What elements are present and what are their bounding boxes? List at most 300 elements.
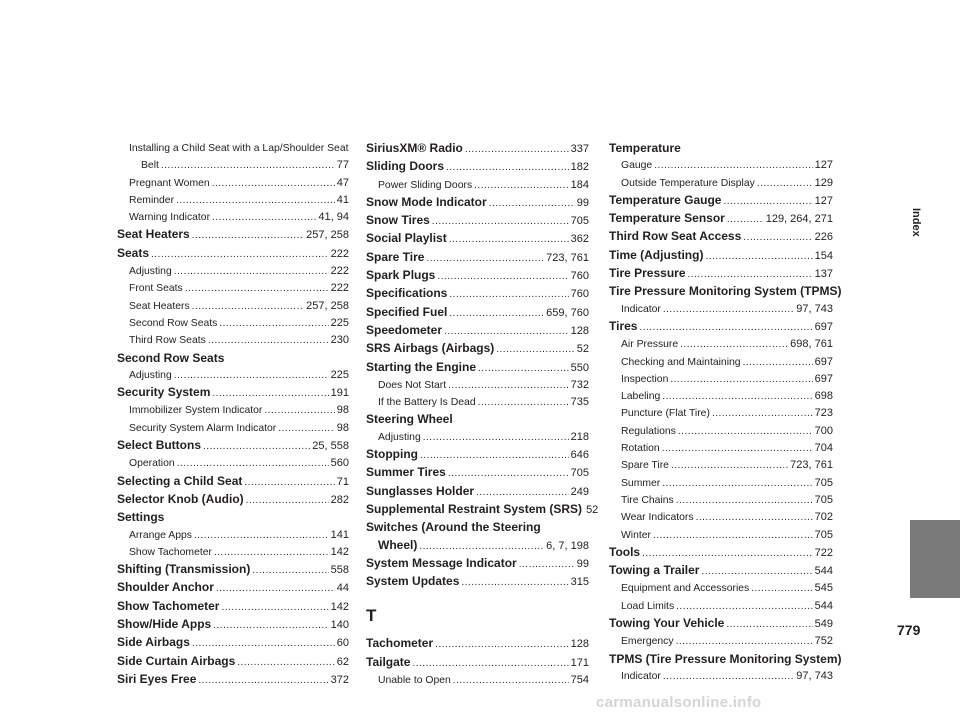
index-page-ref: 700 — [814, 424, 833, 437]
index-page-ref: 226 — [814, 231, 833, 244]
dot-leader — [426, 250, 544, 267]
index-entry — [366, 411, 589, 428]
index-entry-row — [366, 140, 589, 158]
index-entry-label: Reminder — [129, 194, 175, 206]
index-entry-row — [117, 226, 349, 244]
index-entry-row — [366, 483, 589, 501]
index-page-ref: 222 — [330, 265, 349, 278]
index-entry-row — [609, 544, 833, 562]
index-entry-row — [366, 340, 589, 358]
index-entry — [609, 457, 833, 474]
index-page-ref: 137 — [814, 268, 833, 281]
index-tab-marker — [910, 520, 960, 598]
index-entry-label: Tire Chains — [621, 494, 674, 506]
dot-leader — [176, 192, 335, 209]
index-entry — [609, 301, 833, 318]
index-entry — [117, 209, 349, 226]
index-entry — [117, 384, 349, 402]
dot-leader — [214, 544, 329, 561]
index-entry-row — [117, 245, 349, 263]
index-entry-label: Operation — [129, 458, 175, 470]
dot-leader — [519, 556, 575, 573]
dot-leader — [489, 195, 575, 212]
index-entry — [117, 491, 349, 509]
index-entry-row — [609, 210, 833, 228]
index-entry — [366, 635, 589, 653]
index-page-ref: 705 — [814, 528, 833, 541]
index-entry-row — [609, 354, 833, 371]
index-entry-label: Does Not Start — [378, 379, 447, 391]
index-entry-label: Regulations — [621, 425, 676, 437]
index-entry-row — [117, 634, 349, 652]
index-page-ref: 697 — [814, 355, 833, 368]
index-entry-row — [366, 359, 589, 377]
index-entry-label: Installing a Child Seat with a Lap/Shoulder Seat — [129, 143, 349, 154]
index-entry-row — [366, 194, 589, 212]
index-page-ref: 222 — [330, 282, 349, 295]
index-page-ref: 704 — [814, 442, 833, 455]
index-page-ref: 249 — [570, 485, 589, 498]
index-page-ref: 282 — [330, 493, 349, 506]
index-entry-row — [366, 158, 589, 176]
index-entry — [117, 263, 349, 280]
index-entry — [117, 280, 349, 297]
dot-leader — [237, 654, 335, 671]
dot-leader — [449, 305, 544, 322]
index-entry — [117, 579, 349, 597]
dot-leader — [723, 193, 812, 210]
index-entry-label: Supplemental Restraint System (SRS) — [366, 501, 583, 516]
index-entry — [366, 267, 589, 285]
index-page-ref: 99 — [576, 196, 589, 209]
index-page-ref: 646 — [570, 449, 589, 462]
index-page-ref: 218 — [570, 430, 589, 443]
index-entry-label: Warning Indicator — [129, 212, 211, 224]
index-entry-label: Show Tachometer — [117, 598, 220, 613]
index-entry-label: Rotation — [621, 443, 660, 455]
index-entry — [609, 283, 842, 300]
dot-leader — [654, 157, 812, 174]
dot-leader — [161, 157, 335, 174]
index-entry-row — [366, 394, 589, 411]
dot-leader — [432, 213, 569, 230]
index-entry-label: Unable to Open — [378, 675, 451, 687]
index-entry — [609, 140, 833, 157]
index-entry — [366, 340, 589, 358]
index-entry-label: System Message Indicator — [366, 555, 517, 570]
index-entry — [609, 371, 833, 388]
index-entry — [117, 420, 349, 437]
index-entry-row — [117, 402, 349, 419]
index-entry — [609, 157, 833, 174]
dot-leader — [264, 402, 334, 419]
dot-leader — [212, 209, 316, 226]
index-page-ref: 230 — [330, 334, 349, 347]
index-page-ref: 723, 761 — [546, 251, 589, 264]
index-entry-row — [609, 157, 833, 174]
index-page-ref: 127 — [814, 194, 833, 207]
index-entry-row — [117, 491, 349, 509]
index-entry-label: Adjusting — [129, 369, 172, 381]
index-entry — [609, 562, 833, 580]
index-column-1 — [117, 140, 349, 689]
index-entry-row — [117, 437, 349, 455]
index-entry — [117, 561, 349, 579]
index-entry-row — [609, 388, 833, 405]
index-entry-row — [609, 265, 833, 283]
index-entry-row — [117, 653, 349, 671]
index-entry — [366, 672, 589, 689]
index-entry — [366, 230, 589, 248]
index-entry-row — [117, 209, 349, 226]
index-entry-row — [117, 473, 349, 491]
dot-leader — [680, 336, 788, 353]
index-entry-label: Air Pressure — [621, 339, 679, 351]
index-entry-row — [609, 615, 833, 633]
index-entry-row — [117, 157, 349, 174]
index-entry — [609, 580, 833, 597]
index-page-ref: 184 — [570, 178, 589, 191]
index-page-ref: 191 — [330, 387, 349, 400]
index-entry — [366, 377, 589, 394]
dot-leader — [662, 440, 813, 457]
dot-leader — [705, 248, 812, 265]
dot-leader — [453, 672, 569, 689]
dot-leader — [252, 562, 328, 579]
index-page-ref: 222 — [330, 247, 349, 260]
dot-leader — [676, 492, 813, 509]
index-entry-row — [609, 301, 833, 318]
dot-leader — [208, 332, 329, 349]
dot-leader — [642, 545, 813, 562]
index-entry-label: Temperature Sensor — [609, 211, 725, 226]
index-entry — [609, 544, 833, 562]
index-entry-row — [117, 527, 349, 544]
index-entry-row — [366, 377, 589, 394]
index-entry-label: Time (Adjusting) — [609, 247, 704, 262]
index-page-ref: 225 — [330, 316, 349, 329]
index-entry-label: Wear Indicators — [621, 512, 694, 524]
dot-leader — [449, 286, 568, 303]
index-entry-row — [366, 429, 589, 446]
index-entry-row — [117, 263, 349, 280]
index-entry — [117, 402, 349, 419]
index-entry — [609, 228, 833, 246]
index-entry-row — [117, 616, 349, 634]
index-entry-label: Sunglasses Holder — [366, 483, 475, 498]
dot-leader — [203, 438, 310, 455]
index-entry-row — [366, 635, 589, 653]
index-entry-label: Select Buttons — [117, 438, 202, 453]
dot-leader — [688, 266, 813, 283]
index-entry-label: Immobilizer System Indicator — [129, 405, 263, 417]
index-entry — [609, 210, 833, 228]
index-entry-row — [117, 280, 349, 297]
index-page-ref: 362 — [570, 233, 589, 246]
dot-leader — [476, 484, 569, 501]
index-page-ref: 698, 761 — [790, 338, 833, 351]
dot-leader — [465, 141, 569, 158]
index-page-ref: 760 — [570, 288, 589, 301]
index-entry-label: Switches (Around the Steering — [366, 520, 541, 535]
index-entry — [366, 573, 589, 591]
index-entry — [366, 446, 589, 464]
dot-leader — [676, 598, 813, 615]
index-entry-label: Tailgate — [366, 654, 411, 669]
index-entry-row — [117, 315, 349, 332]
index-entry-label: Show/Hide Apps — [117, 617, 212, 632]
index-entry-label: Labeling — [621, 391, 661, 403]
index-entry-continuation: Belt — [141, 160, 159, 172]
index-entry-row — [609, 633, 833, 650]
index-entry-continuation: Wheel) — [378, 537, 418, 552]
dot-leader — [496, 341, 575, 358]
index-entry-row — [366, 672, 589, 689]
index-entry-label: Show Tachometer — [129, 546, 212, 558]
index-page-ref: 732 — [570, 378, 589, 391]
index-entry-row — [609, 336, 833, 353]
index-page-ref: 98 — [336, 421, 349, 434]
index-heading: Settings — [117, 510, 165, 525]
index-entry — [117, 455, 349, 472]
index-entry-row — [366, 304, 589, 322]
dot-leader — [461, 574, 568, 591]
index-entry-label: Gauge — [621, 160, 653, 172]
index-page-ref: 257, 258 — [306, 229, 349, 242]
index-entry-label: Security System Alarm Indicator — [129, 422, 277, 434]
index-entry-row — [366, 267, 589, 285]
index-page-ref: 128 — [570, 638, 589, 651]
index-entry-row — [609, 598, 833, 615]
index-page-ref: 77 — [336, 159, 349, 172]
dot-leader — [423, 429, 569, 446]
index-entry-label: Seat Heaters — [117, 227, 190, 242]
index-entry-row — [609, 668, 833, 685]
index-entry-label: Selecting a Child Seat — [117, 473, 243, 488]
index-entry-label: Checking and Maintaining — [621, 356, 741, 368]
index-page-ref: 142 — [330, 600, 349, 613]
index-entry — [366, 654, 589, 672]
index-entry-label: Tools — [609, 544, 641, 559]
index-entry — [117, 350, 349, 367]
index-page-ref: 141 — [330, 528, 349, 541]
index-entry-label: Emergency — [621, 636, 674, 648]
index-entry-label: Pregnant Women — [129, 177, 210, 189]
index-entry-row — [366, 537, 589, 555]
index-entry-label: Front Seats — [129, 283, 183, 295]
index-entry-label: System Updates — [366, 574, 460, 589]
index-entry-label: Outside Temperature Display — [621, 177, 755, 189]
index-entry — [366, 285, 589, 303]
index-page-ref: 705 — [814, 493, 833, 506]
index-entry-row — [609, 492, 833, 509]
index-page-ref: 723, 761 — [790, 459, 833, 472]
index-column-3 — [609, 140, 842, 685]
index-page-ref: 659, 760 — [546, 306, 589, 319]
dot-leader — [192, 635, 335, 652]
index-entry — [366, 555, 589, 573]
index-entry-label: Siri Eyes Free — [117, 671, 197, 686]
index-entry — [366, 359, 589, 377]
index-entry-row — [366, 654, 589, 672]
index-entry-row — [366, 322, 589, 340]
index-page-ref: 129, 264, 271 — [765, 213, 833, 226]
dot-leader — [221, 599, 328, 616]
dot-leader — [653, 527, 813, 544]
index-entry — [609, 336, 833, 353]
index-entry-label: Third Row Seat Access — [609, 229, 742, 244]
dot-leader — [194, 527, 329, 544]
index-entry — [366, 249, 589, 267]
index-entry-row — [117, 175, 349, 192]
index-page-ref: 697 — [814, 320, 833, 333]
index-entry-row — [117, 367, 349, 384]
index-page-ref: 549 — [814, 618, 833, 631]
index-page-ref: 129 — [814, 176, 833, 189]
index-page-ref: 698 — [814, 390, 833, 403]
index-entry-row — [609, 228, 833, 246]
index-page-ref: 52 — [586, 503, 599, 516]
index-entry-label: Side Curtain Airbags — [117, 653, 236, 668]
index-entry — [609, 651, 842, 668]
index-entry-label: Starting the Engine — [366, 359, 477, 374]
index-entry-label: Adjusting — [129, 266, 172, 278]
index-entry-label: Seats — [117, 245, 150, 260]
index-entry — [117, 598, 349, 616]
index-entry-label: Snow Mode Indicator — [366, 194, 487, 209]
index-entry — [609, 354, 833, 371]
index-entry — [609, 265, 833, 283]
index-page-ref: 127 — [814, 159, 833, 172]
dot-leader — [219, 315, 328, 332]
index-entry — [366, 464, 589, 482]
index-page-ref: 99 — [576, 557, 589, 570]
index-entry-row — [609, 405, 833, 422]
index-entry-row — [117, 544, 349, 561]
index-entry-label: Towing Your Vehicle — [609, 616, 725, 631]
index-page-ref: 735 — [570, 396, 589, 409]
index-entry-row — [609, 175, 833, 192]
dot-leader — [448, 377, 568, 394]
dot-leader — [662, 388, 812, 405]
index-entry — [117, 175, 349, 192]
dot-leader — [446, 159, 569, 176]
index-entry-row — [609, 562, 833, 580]
index-entry — [609, 247, 833, 265]
index-page-ref: 41, 94 — [318, 211, 349, 224]
dot-leader — [449, 231, 569, 248]
index-entry-row — [117, 332, 349, 349]
dot-leader — [474, 177, 569, 194]
index-entry-row — [366, 446, 589, 464]
index-entry — [366, 429, 589, 446]
index-entry — [609, 318, 833, 336]
index-entry — [366, 304, 589, 322]
index-heading: Second Row Seats — [117, 350, 225, 365]
index-page-ref: 171 — [570, 656, 589, 669]
index-entry-label: Equipment and Accessories — [621, 583, 750, 595]
index-entry — [609, 633, 833, 650]
index-entry-label: Summer Tires — [366, 465, 446, 480]
dot-leader — [198, 672, 328, 689]
page-number: 779 — [897, 622, 921, 638]
dot-leader — [174, 263, 329, 280]
index-entry-row — [117, 298, 349, 315]
index-entry-label: Specifications — [366, 286, 448, 301]
index-tab-label: Index — [910, 208, 922, 237]
index-page-ref: 25, 558 — [312, 440, 349, 453]
index-page-ref: 315 — [570, 576, 589, 589]
dot-leader — [751, 580, 812, 597]
index-entry-row — [366, 501, 599, 519]
index-entry — [366, 322, 589, 340]
index-entry — [609, 668, 833, 685]
index-page-ref: 98 — [336, 404, 349, 417]
index-entry — [366, 140, 589, 158]
index-entry — [366, 501, 599, 519]
dot-leader — [701, 563, 812, 580]
index-entry-row — [609, 318, 833, 336]
index-page-ref: 337 — [570, 143, 589, 155]
index-entry-row — [366, 464, 589, 482]
index-side-tab — [913, 0, 960, 722]
index-page-ref: 754 — [570, 674, 589, 687]
dot-leader — [726, 616, 812, 633]
index-entry — [609, 598, 833, 615]
index-page-ref: 225 — [330, 368, 349, 381]
index-page-ref: 257, 258 — [306, 299, 349, 312]
dot-leader — [216, 580, 335, 597]
index-entry-label: Summer — [621, 477, 661, 489]
index-page-ref: 697 — [814, 372, 833, 385]
index-entry-row — [366, 285, 589, 303]
index-heading: Steering Wheel — [366, 412, 453, 427]
index-entry-label: Towing a Trailer — [609, 563, 700, 578]
index-entry-row — [117, 455, 349, 472]
index-entry-row — [609, 527, 833, 544]
index-entry-row — [609, 580, 833, 597]
index-entry-label: Arrange Apps — [129, 529, 192, 541]
dot-leader — [435, 636, 569, 653]
dot-leader — [177, 455, 329, 472]
index-entry-row — [609, 440, 833, 457]
dot-leader — [743, 229, 812, 246]
dot-leader — [757, 175, 813, 192]
index-entry — [609, 192, 833, 210]
index-page-ref: 705 — [814, 476, 833, 489]
index-page-ref: 558 — [330, 564, 349, 577]
index-entry — [609, 388, 833, 405]
dot-leader — [671, 457, 788, 474]
index-entry — [117, 315, 349, 332]
index-entry-label: Side Airbags — [117, 635, 190, 650]
dot-leader — [670, 371, 812, 388]
dot-leader — [412, 655, 568, 672]
index-entry-label: SRS Airbags (Airbags) — [366, 341, 495, 356]
dot-leader — [712, 405, 813, 422]
index-entry-row — [366, 573, 589, 591]
index-entry — [117, 616, 349, 634]
index-page-ref: 6, 7, 198 — [546, 539, 589, 552]
index-entry — [609, 527, 833, 544]
index-entry-label: Indicator — [621, 303, 661, 315]
index-entry-label: Indicator — [621, 670, 661, 682]
index-page-ref: 97, 743 — [796, 302, 833, 315]
index-entry-row — [117, 598, 349, 616]
dot-leader — [444, 323, 569, 340]
index-page-ref: 142 — [330, 545, 349, 558]
index-entry — [117, 367, 349, 384]
